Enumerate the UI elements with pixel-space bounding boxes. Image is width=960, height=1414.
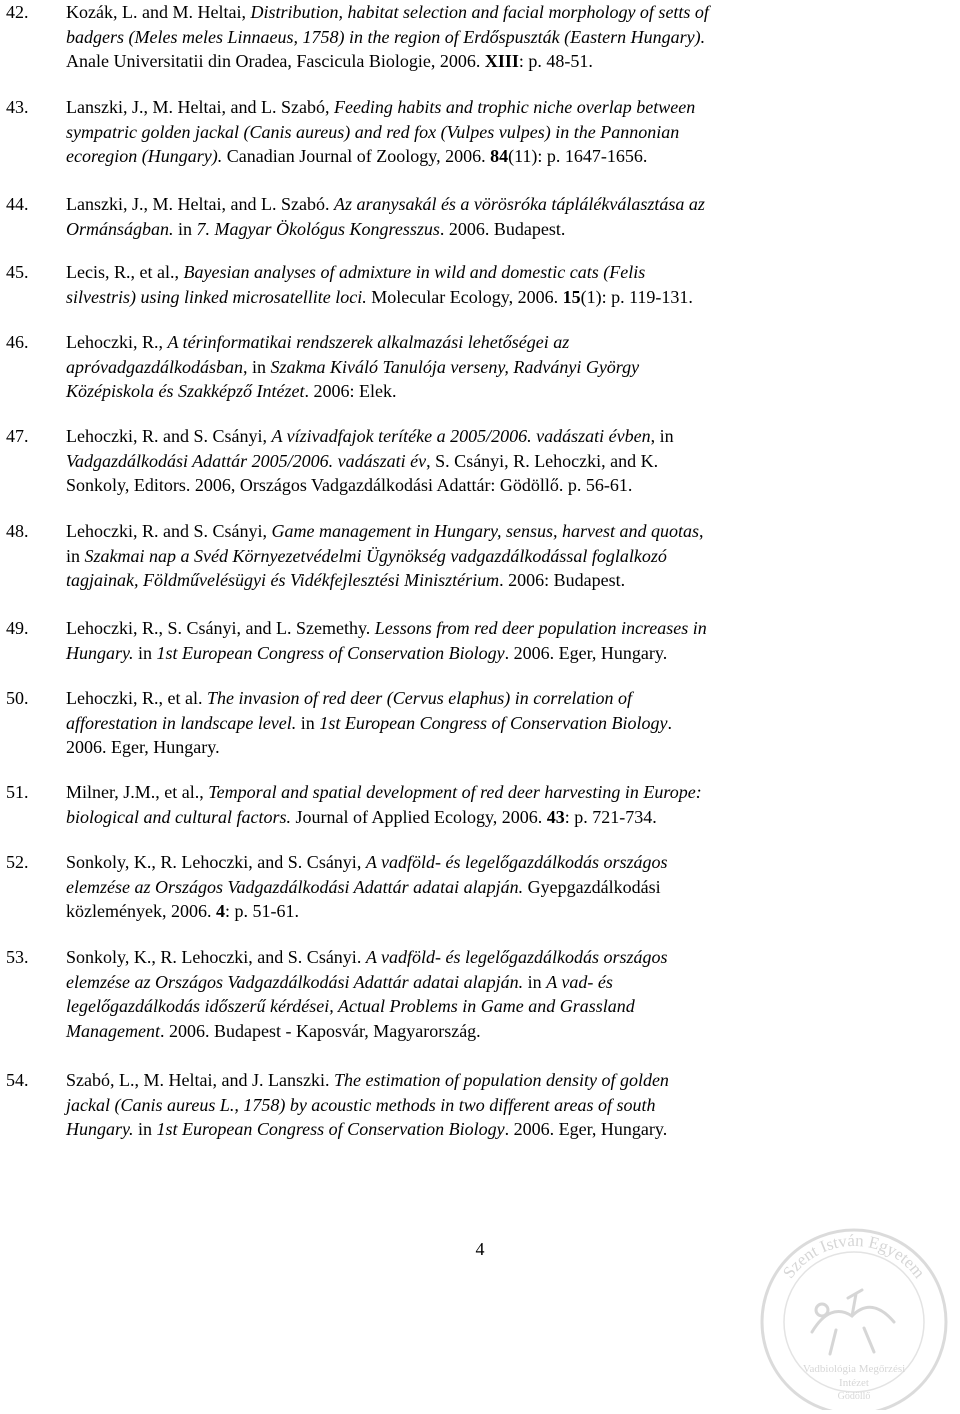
reference-number: 47. bbox=[6, 426, 29, 446]
reference-line: Középiskola és Szakképző Intézet. 2006: Elek. bbox=[66, 381, 397, 401]
reference-line: Sonkoly, K., R. Lehoczki, and S. Csányi, A vadföld- és legelőgazdálkodás országos bbox=[66, 852, 668, 872]
reference-line: badgers (Meles meles Linnaeus, 1758) in the region of Erdőspuszták (Eastern Hungary). bbox=[66, 26, 706, 47]
reference-number: 45. bbox=[6, 262, 29, 282]
reference-line: Lehoczki, R., A térinformatikai rendszerek alkalmazási lehetőségei az bbox=[66, 332, 570, 352]
reference-line: elemzése az Országos Vadgazdálkodási Adattár adatai alapján. Gyepgazdálkodási bbox=[66, 876, 661, 897]
reference-text bbox=[66, 0, 956, 74]
reference-line: Sonkoly, Editors. 2006, Országos Vadgazdálkodási Adattár: Gödöllő. p. 56-61. bbox=[66, 475, 633, 495]
reference-text bbox=[66, 424, 956, 498]
reference-line: közlemények, 2006. 4: p. 51-61. bbox=[66, 901, 299, 921]
reference-line: biological and cultural factors. Journal of Applied Ecology, 2006. 43: p. 721-734. bbox=[66, 806, 657, 827]
reference-text bbox=[66, 780, 956, 829]
reference-number: 51. bbox=[6, 782, 29, 802]
reference-line: jackal (Canis aureus L., 1758) by acoustic methods in two different areas of south bbox=[66, 1094, 656, 1115]
reference-text bbox=[66, 330, 956, 404]
page-number: 4 bbox=[475, 1239, 485, 1259]
stamp-line-2: Intézet bbox=[839, 1377, 869, 1389]
reference-line: Hungary. in 1st European Congress of Conservation Biology. 2006. Eger, Hungary. bbox=[66, 1119, 668, 1139]
reference-line: tagjainak, Földművelésügyi és Vidékfejlesztési Minisztérium. 2006: Budapest. bbox=[66, 570, 626, 590]
reference-line: Lehoczki, R. and S. Csányi, A vízivadfajok terítéke a 2005/2006. vadászati évben, in bbox=[66, 426, 674, 446]
reference-number: 52. bbox=[6, 852, 29, 872]
reference-number: 50. bbox=[6, 688, 29, 708]
stamp-top-text: Szent István Egyetem bbox=[778, 1230, 929, 1282]
reference-number: 42. bbox=[6, 2, 29, 22]
reference-line: in Szakmai nap a Svéd Környezetvédelmi Ügynökség vadgazdálkodással foglalkozó bbox=[66, 545, 667, 566]
reference-line: Ormánságban. in 7. Magyar Ökológus Kongresszus. 2006. Budapest. bbox=[66, 218, 566, 239]
reference-line: 2006. Eger, Hungary. bbox=[66, 737, 220, 757]
reference-line: afforestation in landscape level. in 1st European Congress of Conservation Biology. bbox=[66, 712, 672, 733]
reference-line: silvestris) using linked microsatellite loci. Molecular Ecology, 2006. 15(1): p. 119-131. bbox=[66, 286, 693, 307]
reference-line: Lehoczki, R., et al. The invasion of red deer (Cervus elaphus) in correlation of bbox=[66, 688, 633, 708]
reference-line: ecoregion (Hungary). Canadian Journal of Zoology, 2006. 84(11): p. 1647-1656. bbox=[66, 146, 648, 166]
reference-number: 44. bbox=[6, 194, 29, 214]
reference-line: Sonkoly, K., R. Lehoczki, and S. Csányi. A vadföld- és legelőgazdálkodás országos bbox=[66, 947, 668, 967]
university-stamp-watermark bbox=[752, 1212, 956, 1410]
reference-line: Lehoczki, R. and S. Csányi, Game management in Hungary, sensus, harvest and quotas, bbox=[66, 521, 704, 541]
reference-number: 46. bbox=[6, 332, 29, 352]
reference-line: Lanszki, J., M. Heltai, and L. Szabó, Feeding habits and trophic niche overlap between bbox=[66, 97, 696, 117]
reference-line: elemzése az Országos Vadgazdálkodási Adattár adatai alapján. in A vad- és bbox=[66, 971, 613, 992]
reference-line: Anale Universitatii din Oradea, Fascicula Biologie, 2006. XIII: p. 48-51. bbox=[66, 51, 593, 71]
reference-line: Management. 2006. Budapest - Kaposvár, Magyarország. bbox=[66, 1020, 481, 1041]
reference-text bbox=[66, 850, 956, 924]
reference-text bbox=[66, 95, 956, 169]
reference-number: 53. bbox=[6, 947, 29, 967]
reference-number: 48. bbox=[6, 521, 29, 541]
reference-text bbox=[66, 1068, 956, 1142]
reference-line: Lanszki, J., M. Heltai, and L. Szabó. Az aranysakál és a vörösróka táplálékválasztása az bbox=[66, 194, 705, 214]
reference-line: Kozák, L. and M. Heltai, Distribution, habitat selection and facial morphology of setts of bbox=[66, 2, 709, 22]
stamp-line-3: Gödöllő bbox=[837, 1391, 871, 1402]
reference-text bbox=[66, 260, 956, 309]
reference-text bbox=[66, 192, 956, 241]
reference-line: Lecis, R., et al., Bayesian analyses of admixture in wild and domestic cats (Felis bbox=[66, 262, 646, 282]
reference-number: 43. bbox=[6, 97, 29, 117]
stamp-figure-icon bbox=[812, 1290, 894, 1354]
reference-text bbox=[66, 519, 956, 593]
reference-line: sympatric golden jackal (Canis aureus) and red fox (Vulpes vulpes) in the Pannonian bbox=[66, 121, 680, 142]
reference-text bbox=[66, 686, 956, 760]
reference-number: 54. bbox=[6, 1070, 29, 1090]
reference-line: apróvadgazdálkodásban, in Szakma Kiváló Tanulója verseny, Radványi György bbox=[66, 356, 640, 377]
stamp-line-1: Vadbiológia Megőrzési bbox=[802, 1363, 906, 1375]
reference-line: legelőgazdálkodás időszerű kérdései, Actual Problems in Game and Grassland bbox=[66, 996, 635, 1016]
reference-text bbox=[66, 616, 956, 665]
reference-line: Milner, J.M., et al., Temporal and spatial development of red deer harvesting in Europe: bbox=[66, 782, 702, 802]
reference-text bbox=[66, 945, 956, 1043]
reference-line: Szabó, L., M. Heltai, and J. Lanszki. The estimation of population density of golden bbox=[66, 1070, 669, 1090]
reference-line: Lehoczki, R., S. Csányi, and L. Szemethy. Lessons from red deer population increases in bbox=[66, 618, 707, 638]
reference-number: 49. bbox=[6, 618, 29, 638]
reference-line: Hungary. in 1st European Congress of Conservation Biology. 2006. Eger, Hungary. bbox=[66, 642, 668, 663]
reference-line: Vadgazdálkodási Adattár 2005/2006. vadászati év, S. Csányi, R. Lehoczki, and K. bbox=[66, 450, 659, 471]
